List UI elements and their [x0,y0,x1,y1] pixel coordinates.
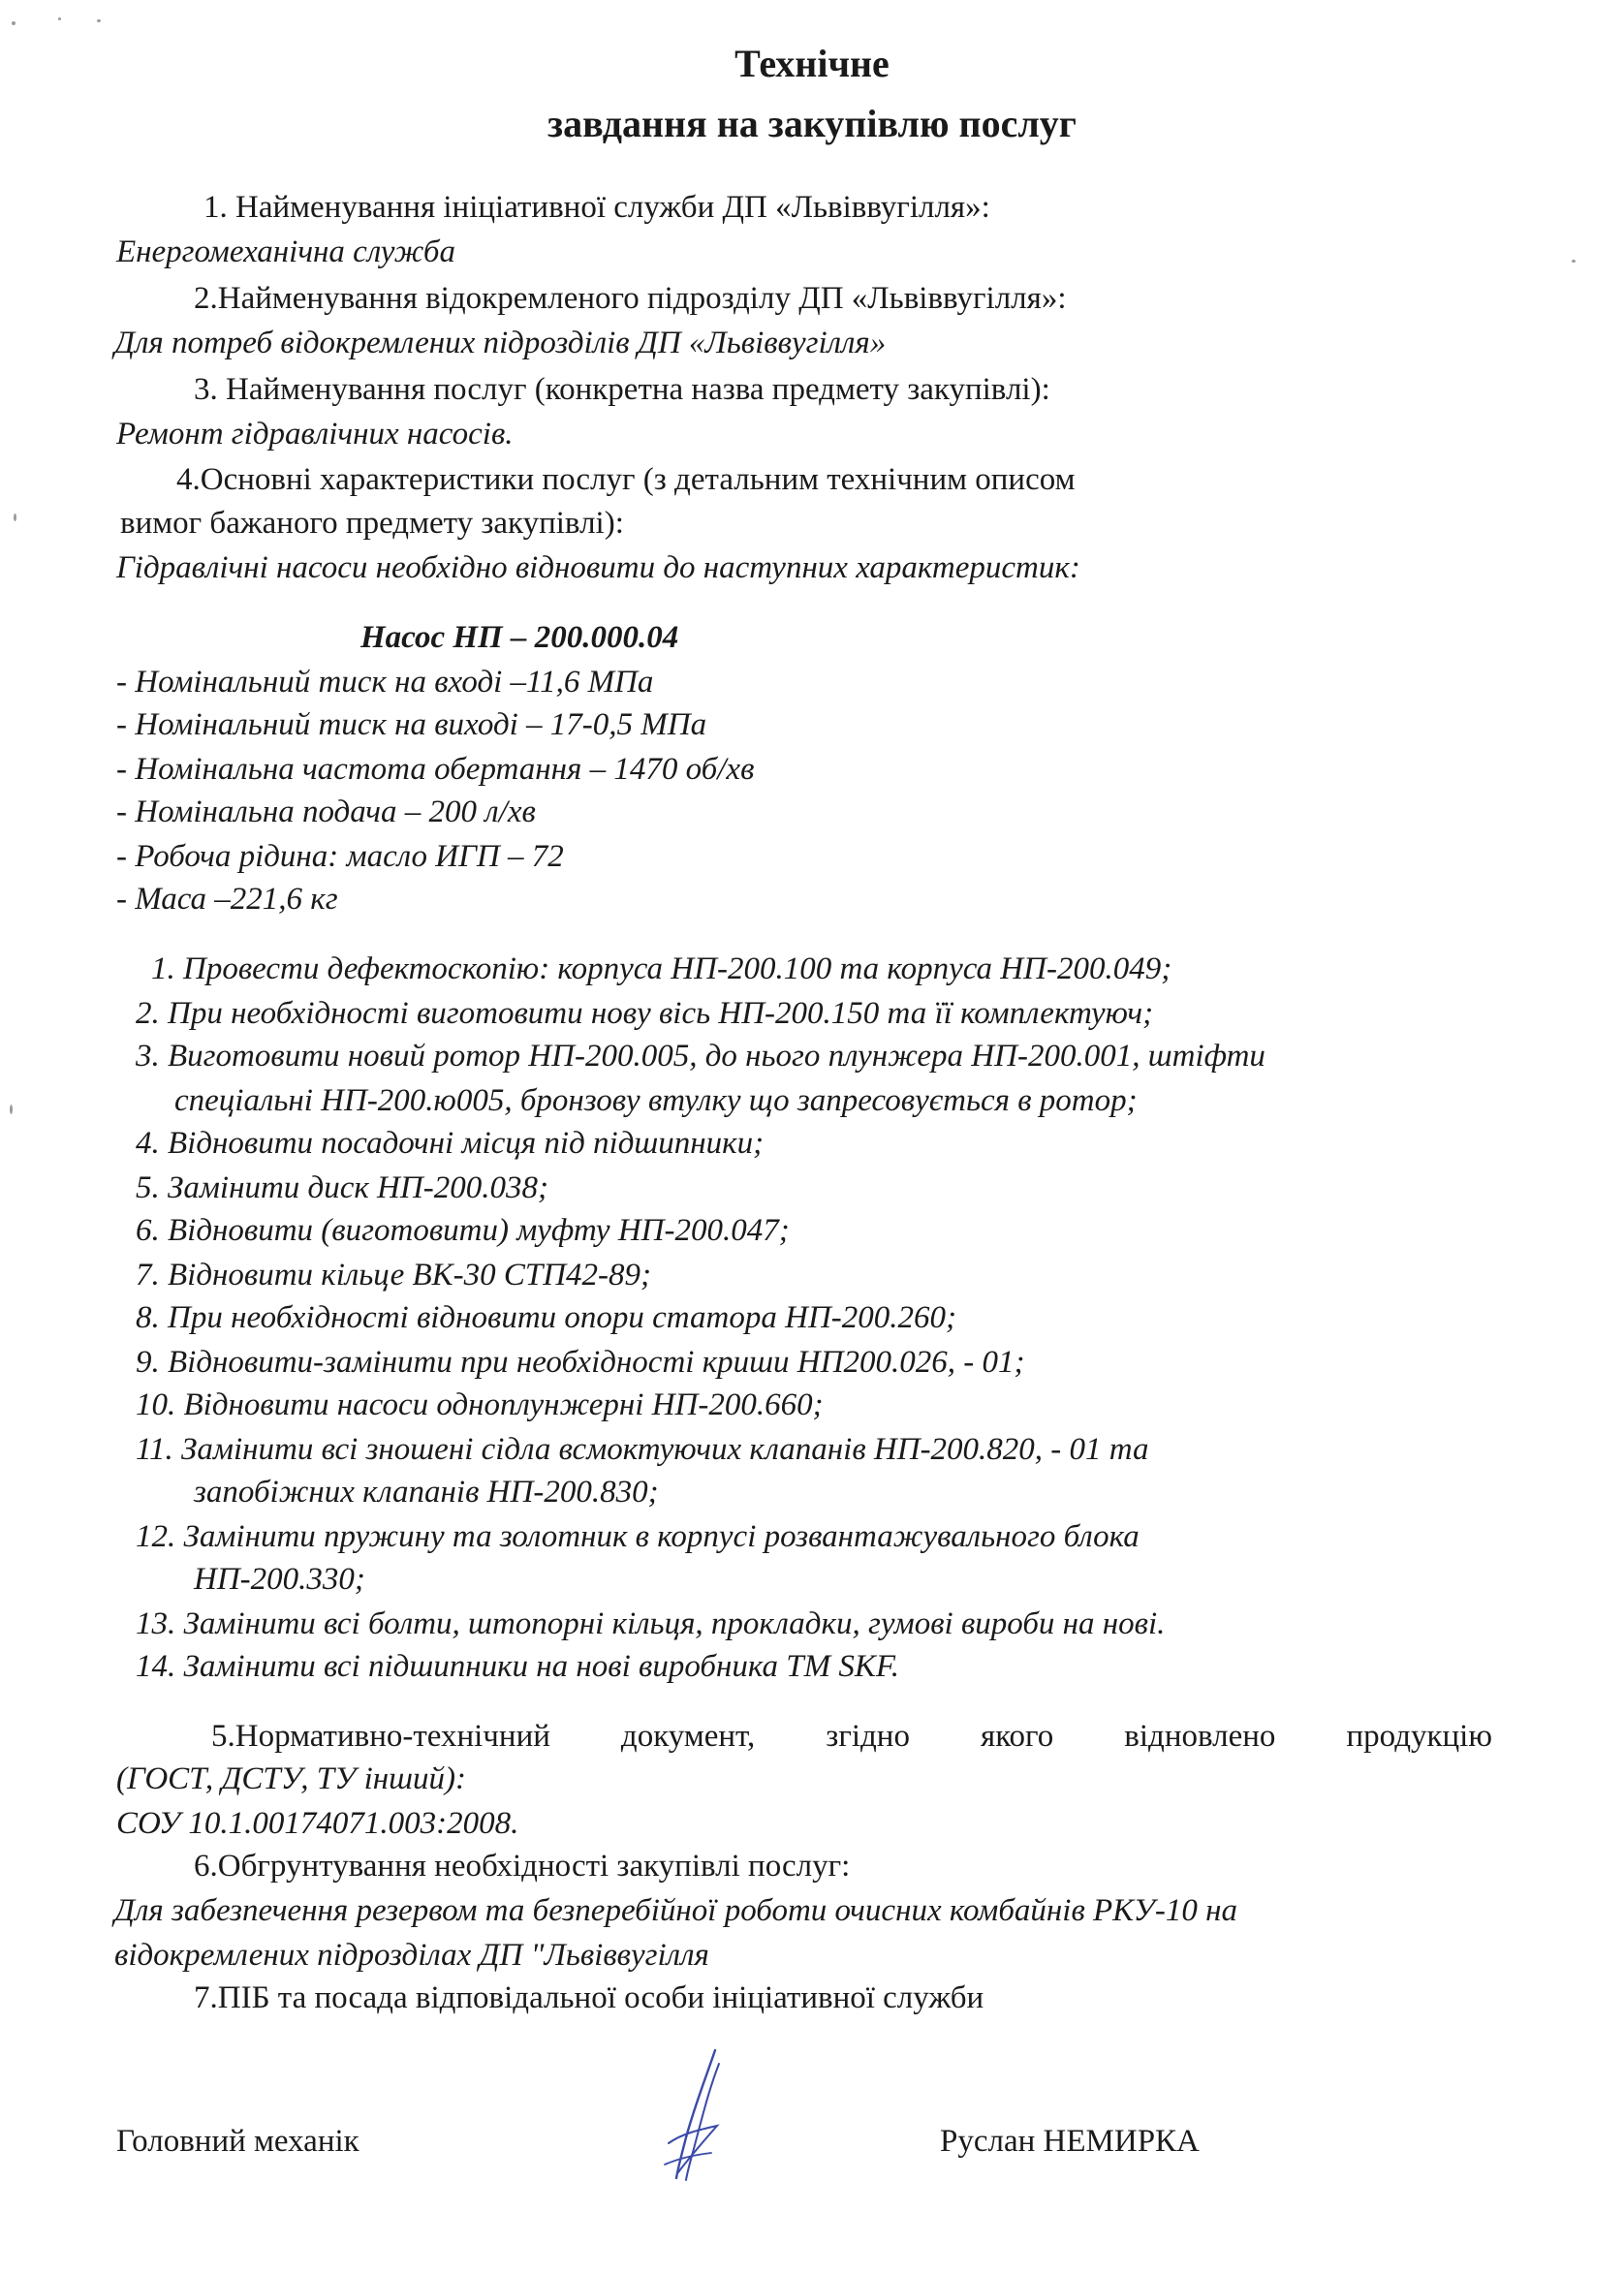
signatory-position: Головний механік [116,2124,359,2159]
work-item: 2. При необхідності виготовити нову вісь НП-200.150 та її комплектуюч; [136,996,1154,1031]
section-3-label: 3. Найменування послуг (конкретна назва предмету закупівлі): [194,372,1050,407]
section-1-label: 1. Найменування ініціативної служби ДП «Львіввугілля»: [203,190,990,225]
section-5-label-line2: (ГОСТ, ДСТУ, ТУ інший): [116,1761,467,1796]
scan-speck [12,21,16,25]
section-6-value-line1: Для забезпечення резервом та безперебійної роботи очисних комбайнів РКУ-10 на [114,1893,1237,1928]
work-item: 14. Замінити всі підшипники на нові виробника ТМ SKF. [136,1649,900,1684]
scan-speck [97,19,101,22]
scan-speck [10,1105,13,1114]
work-item: 4. Відновити посадочні місця під підшипники; [136,1126,765,1161]
section-6-label: 6.Обгрунтування необхідності закупівлі послуг: [194,1849,851,1884]
spec-item: - Номінальна подача – 200 л/хв [116,794,536,829]
work-item: 6. Відновити (виготовити) муфту НП-200.047; [136,1213,790,1248]
scan-speck [1572,260,1576,263]
section-2-value: Для потреб відокремлених підрозділів ДП «Львіввугілля» [114,326,887,360]
section-4-label-line2: вимог бажаного предмету закупівлі): [120,506,624,541]
spec-item: - Номінальна частота обертання – 1470 об/хв [116,752,755,787]
work-item-continuation: НП-200.330; [194,1562,365,1597]
work-item-continuation: спеціальні НП-200.ю005, бронзову втулку що запресовується в ротор; [174,1083,1138,1118]
section-2-label: 2.Найменування відокремленого підрозділу ДП «Львіввугілля»: [194,281,1067,316]
signatory-name: Руслан НЕМИРКА [940,2124,1200,2159]
document-title-line2: завдання на закупівлю послуг [547,102,1077,145]
spec-item: - Номінальний тиск на вході –11,6 МПа [116,665,654,700]
work-item: 10. Відновити насоси одноплунжерні НП-200.660; [136,1387,824,1422]
pump-title: Насос НП – 200.000.04 [360,620,679,655]
work-item: 9. Відновити-замінити при необхідності криши НП200.026, - 01; [136,1345,1025,1380]
scan-speck [14,514,16,521]
section-3-value: Ремонт гідравлічних насосів. [116,417,514,452]
work-item: 8. При необхідності відновити опори статора НП-200.260; [136,1300,957,1335]
spec-item: - Маса –221,6 кг [116,882,338,917]
document-title-line1: Технічне [734,42,890,85]
section-7-label: 7.ПІБ та посада відповідальної особи ініціативної служби [194,1980,984,2015]
spec-item: - Робоча рідина: масло ИГП – 72 [116,839,564,874]
section-5-value: СОУ 10.1.00174071.003:2008. [116,1806,519,1841]
section-5-label-line1: 5.Нормативно-технічний документ, згідно якого відновлено продукцію [211,1719,1492,1754]
work-item: 12. Замінити пружину та золотник в корпусі розвантажувального блока [136,1519,1140,1554]
work-item: 11. Замінити всі зношені сідла всмоктуючих клапанів НП-200.820, - 01 та [136,1432,1149,1467]
work-item: 1. Провести дефектоскопію: корпуса НП-200.100 та корпуса НП-200.049; [151,951,1172,986]
section-6-value-line2: відокремлених підрозділах ДП "Львіввугілля [114,1938,709,1973]
work-item: 7. Відновити кільце ВК-30 СТП42-89; [136,1258,652,1293]
spec-item: - Номінальний тиск на виході – 17-0,5 МПа [116,707,707,742]
section-1-value: Енергомеханічна служба [116,234,455,269]
scan-speck [58,17,61,20]
section-4-intro: Гідравлічні насоси необхідно відновити до наступних характеристик: [116,550,1080,585]
signature-mark [640,2044,756,2190]
work-item: 13. Замінити всі болти, штопорні кільця, прокладки, гумові вироби на нові. [136,1606,1166,1641]
section-4-label-line1: 4.Основні характеристики послуг (з детальним технічним описом [176,462,1076,497]
work-item-continuation: запобіжних клапанів НП-200.830; [194,1475,659,1510]
work-item: 5. Замінити диск НП-200.038; [136,1170,548,1205]
work-item: 3. Виготовити новий ротор НП-200.005, до нього плунжера НП-200.001, штіфти [136,1039,1265,1074]
